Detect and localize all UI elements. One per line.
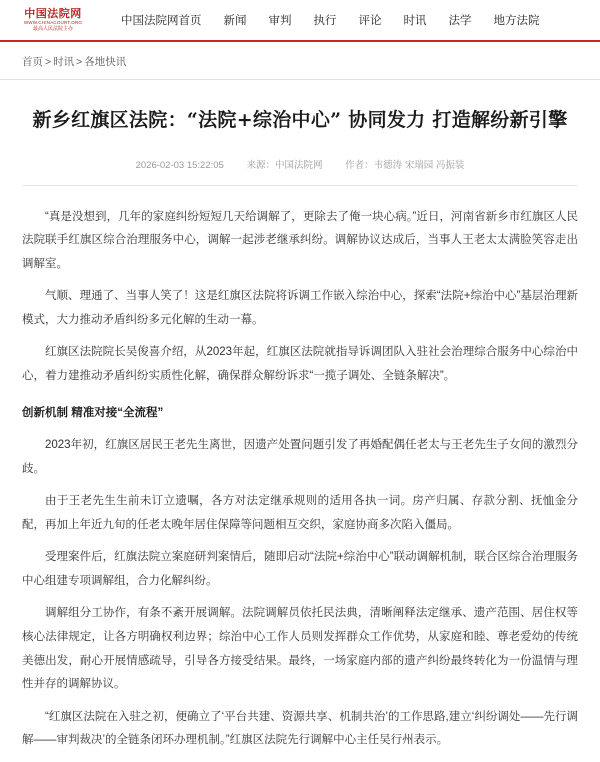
breadcrumb xyxy=(0,42,600,80)
article-paragraph: 调解组分工协作，有条不紊开展调解。法院调解员依托民法典，清晰阐释法定继承、遗产范围、居住权等核心法律规定，让各方明确权利边界；综治中心工作人员则发挥群众工作优势，从家庭和睦、尊老爱幼的传统美德出发，耐心开展情感疏导，引导各方接受结果。最终，一场家庭内部的遗产纠纷最终转化为一份温情与理性并存的调解协议。 xyxy=(22,607,578,691)
article-paragraph: 2023年初，红旗区居民王老先生离世，因遗产处置问题引发了再婚配偶任老太与王老先生子女间的激烈分歧。 xyxy=(22,439,578,475)
nav-item-bulletin[interactable]: 时讯 xyxy=(403,15,427,27)
article-source: 来源：中国法院网 xyxy=(246,159,323,171)
article-meta xyxy=(22,157,578,186)
logo-subtitle: 最高人民法院主办 xyxy=(32,26,73,33)
nav-item-news[interactable]: 新闻 xyxy=(223,15,247,27)
article-paragraph: “红旗区法院在入驻之初，便确立了‘平台共建、资源共享、机制共治’的工作思路,建立‘纠纷调处——先行调解——审判裁决’的全链条闭环办理机制。”红旗区法院先行调解中心主任吴行州表示。 xyxy=(22,710,578,747)
article-paragraph: “真是没想到，几年的家庭纠纷短短几天给调解了，更除去了俺一块心病。”近日，河南省新乡市红旗区人民法院联手红旗区综合治理服务中心，调解一起涉老继承纠纷。调解协议达成后，当事人王老太太满脸笑容走出调解室。 xyxy=(22,210,578,270)
article-paragraph: 红旗区法院院长吴俊喜介绍，从2023年起，红旗区法院就指导诉调团队入驻社会治理综合服务中心综治中心，着力建推动矛盾纠纷实质性化解，确保群众解纷诉求“一揽子调处、全链条解决”。 xyxy=(22,346,578,382)
breadcrumb-item-home[interactable]: 首页 xyxy=(22,56,43,68)
article-paragraph: 受理案件后，红旗法院立案庭研判案情后，随即启动“法院+综治中心”联动调解机制，联合区综合治理服务中心组建专项调解组，合力化解纠纷。 xyxy=(22,551,578,587)
nav-item-trial[interactable]: 审判 xyxy=(268,15,292,27)
site-header xyxy=(0,0,600,42)
article-paragraph: 由于王老先生生前未订立遗嘱，各方对法定继承规则的适用各执一词。房产归属、存款分割、抚恤金分配，再加上年近九旬的任老太晚年居住保障等问题相互交织，家庭协商多次陷入僵局。 xyxy=(22,495,578,531)
breadcrumb-separator: > xyxy=(76,56,83,68)
nav-item-enforcement[interactable]: 执行 xyxy=(313,15,337,27)
page-title: 新乡红旗区法院：“法院+综治中心” 协同发力 打造解纷新引擎 xyxy=(32,109,568,131)
nav-item-commentary[interactable]: 评论 xyxy=(358,15,382,27)
article-author: 作者：韦德涛 宋瑞园 冯振装 xyxy=(345,159,465,171)
nav-item-local-courts[interactable]: 地方法院 xyxy=(493,15,540,27)
logo-url: WWW.CHINACOURT.ORG xyxy=(23,19,83,25)
breadcrumb-item-bulletin[interactable]: 时讯 xyxy=(53,56,75,68)
nav-item-jurisprudence[interactable]: 法学 xyxy=(448,15,472,27)
article xyxy=(0,106,600,753)
article-timestamp: 2026-02-03 15:22:05 xyxy=(135,159,224,171)
breadcrumb-item-local-news[interactable]: 各地快讯 xyxy=(84,56,127,68)
site-logo[interactable] xyxy=(10,3,96,37)
breadcrumb-separator: > xyxy=(45,56,52,68)
nav-item-home[interactable]: 中国法院网首页 xyxy=(121,15,202,27)
article-paragraph: 气顺、理通了、当事人笑了！这是红旗区法院将诉调工作嵌入综治中心，探索“法院+综治中心”基层治理新模式，大力推动矛盾纠纷多元化解的生动一幕。 xyxy=(22,290,578,326)
logo-title: 中国法院网 xyxy=(24,6,82,20)
main-nav xyxy=(110,8,551,32)
article-subheading: 创新机制 精准对接“全流程” xyxy=(22,407,164,420)
article-body xyxy=(22,186,578,753)
